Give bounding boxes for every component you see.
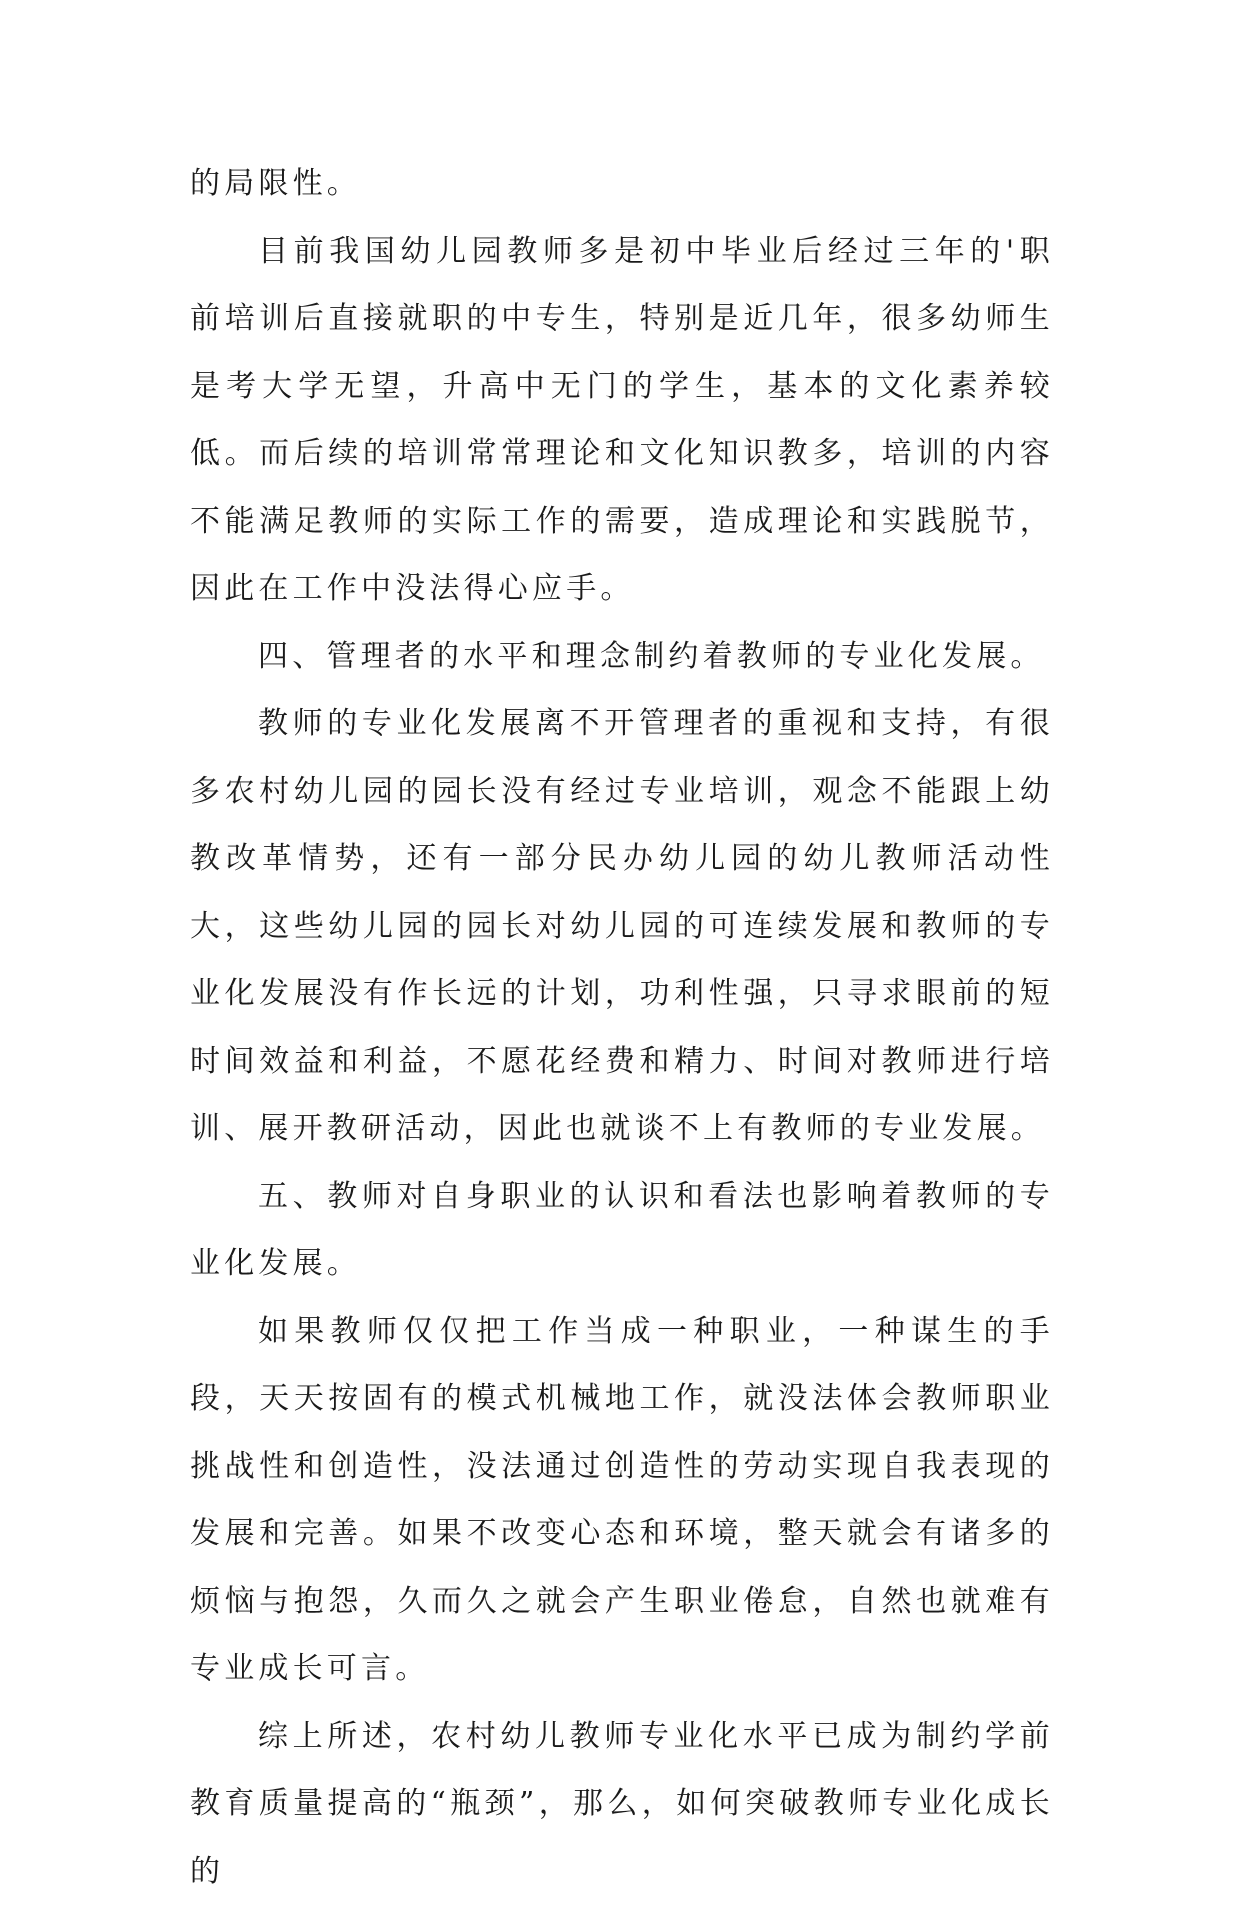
paragraph-teacher-training: 目前我国幼儿园教师多是初中毕业后经过三年的'职前培训后直接就职的中专生，特别是近几年，很多幼师生是考大学无望，升高中无门的学生，基本的文化素养较低。而后续的培训常常理论和文化知识教多，培训的内容不能满足教师的实际工作的需要，造成理论和实践脱节，因此在工作中没法得心应手。 (190, 218, 1054, 623)
paragraph-continuation: 的局限性。 (190, 150, 1054, 218)
paragraph-summary: 综上所述，农村幼儿教师专业化水平已成为制约学前教育质量提高的“瓶颈”，那么，如何突破教师专业化成长的 (190, 1703, 1054, 1905)
paragraph-management: 教师的专业化发展离不开管理者的重视和支持，有很多农村幼儿园的园长没有经过专业培训，观念不能跟上幼教改革情势，还有一部分民办幼儿园的幼儿教师活动性大，这些幼儿园的园长对幼儿园的可连续发展和教师的专业化发展没有作长远的计划，功利性强，只寻求眼前的短时间效益和利益，不愿花经费和精力、时间对教师进行培训、展开教研活动，因此也就谈不上有教师的专业发展。 (190, 690, 1054, 1163)
section-heading-four: 四、管理者的水平和理念制约着教师的专业化发展。 (190, 623, 1054, 691)
paragraph-career-attitude: 如果教师仅仅把工作当成一种职业，一种谋生的手段，天天按固有的模式机械地工作，就没法体会教师职业挑战性和创造性，没法通过创造性的劳动实现自我表现的发展和完善。如果不改变心态和环境，整天就会有诸多的烦恼与抱怨，久而久之就会产生职业倦怠，自然也就难有专业成长可言。 (190, 1298, 1054, 1703)
section-heading-five: 五、教师对自身职业的认识和看法也影响着教师的专业化发展。 (190, 1163, 1054, 1298)
document-body (190, 150, 1054, 1905)
